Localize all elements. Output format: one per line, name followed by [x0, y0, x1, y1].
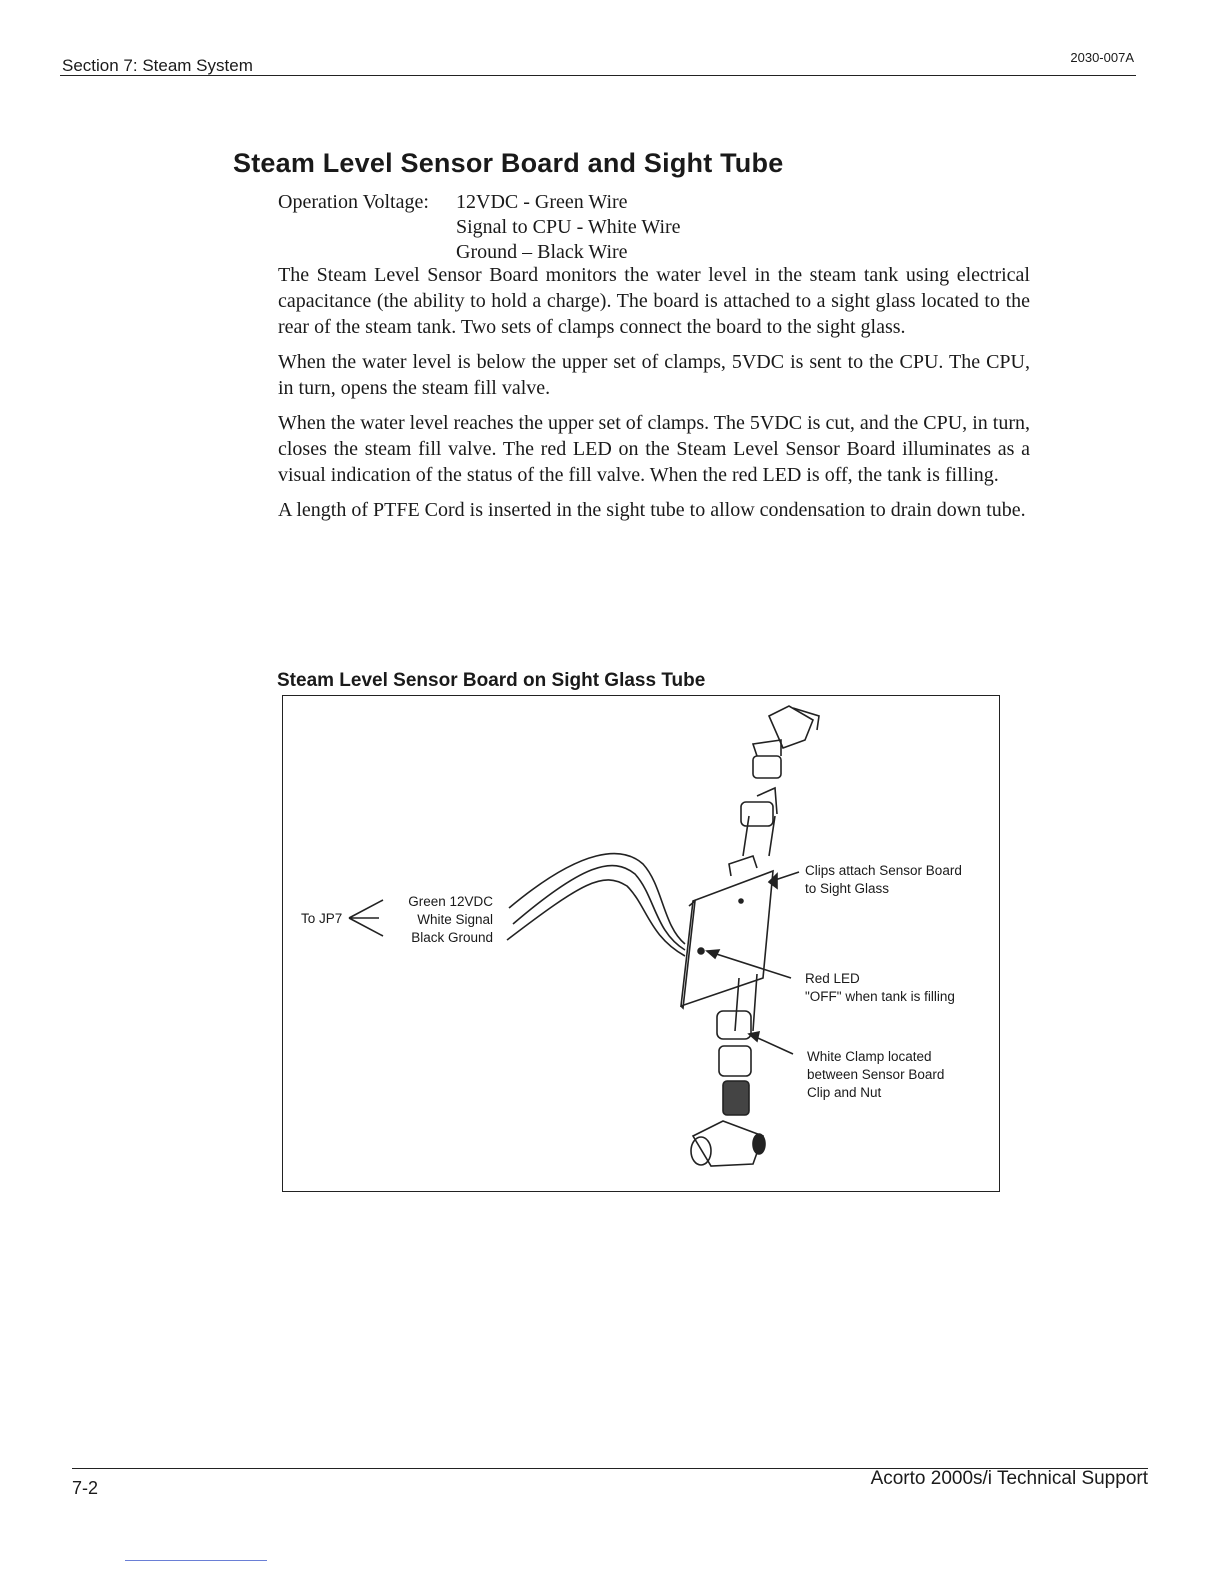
- wire-green-label: Green 12VDC: [408, 894, 493, 909]
- clamp-callout-line-1: White Clamp located: [807, 1049, 932, 1064]
- voltage-line-green: 12VDC - Green Wire: [456, 191, 628, 213]
- paragraph-2: When the water level is below the upper set of clamps, 5VDC is sent to the CPU. The CPU, in turn, opens the steam fill valve.: [278, 351, 1030, 399]
- clips-callout-line-1: Clips attach Sensor Board: [805, 863, 962, 878]
- upper-nut: [741, 802, 773, 826]
- paragraph-1: The Steam Level Sensor Board monitors the water level in the steam tank using electrical capacitance (the ability to hold a charge). The board is attached to a sight glass located to the rear of the steam tank. Two sets of clamps connect the board to the sight glass.: [278, 264, 1030, 338]
- white-clamp: [717, 1011, 751, 1039]
- voltage-values: [456, 190, 681, 265]
- sensor-board: [681, 871, 773, 1006]
- led-callout: [805, 970, 955, 1006]
- voltage-line-white: Signal to CPU - White Wire: [456, 216, 681, 238]
- clamp-callout-line-2: between Sensor Board: [807, 1067, 945, 1082]
- wire-white-label: White Signal: [417, 912, 493, 927]
- clamp-callout-line-3: Clip and Nut: [807, 1085, 882, 1100]
- clips-callout-line-2: to Sight Glass: [805, 881, 890, 896]
- voltage-label: Operation Voltage:: [278, 191, 429, 213]
- header-rule: [60, 75, 1136, 76]
- clamp-callout: [807, 1048, 944, 1102]
- green-wire: [509, 854, 685, 944]
- upper-tube: [743, 816, 775, 856]
- product-name: Acorto 2000s/i Technical Support: [870, 1468, 1148, 1489]
- figure-frame: [282, 695, 1000, 1192]
- paragraph-3: When the water level reaches the upper set of clamps. The 5VDC is cut, and the CPU, in turn, closes the steam fill valve. The red LED on the Steam Level Sensor Board illuminates as a visual indication of the status of the fill valve. When the red LED is off, the tank is filling.: [278, 412, 1030, 486]
- clip-top: [729, 856, 757, 876]
- clips-callout: [805, 862, 962, 898]
- jp7-arrow: [349, 900, 383, 936]
- voltage-line-black: Ground – Black Wire: [456, 241, 628, 263]
- to-jp7-label: To JP7: [301, 911, 343, 926]
- red-led-dot: [698, 948, 704, 954]
- paragraph-4: A length of PTFE Cord is inserted in the sight tube to allow condensation to drain down tube.: [278, 499, 1026, 521]
- document-id: 2030-007A: [1070, 50, 1134, 65]
- top-nut: [753, 756, 781, 778]
- body-text: [278, 262, 1030, 532]
- lower-nut: [719, 1046, 751, 1076]
- page-number: 7-2: [72, 1478, 99, 1498]
- scan-artifact-line: [125, 1560, 267, 1561]
- wire-black-label: Black Ground: [411, 930, 493, 945]
- led-callout-line-2: "OFF" when tank is filling: [805, 989, 955, 1004]
- page-title: Steam Level Sensor Board and Sight Tube: [233, 148, 784, 178]
- section-header: Section 7: Steam System: [62, 56, 253, 75]
- led-callout-line-1: Red LED: [805, 971, 860, 986]
- wire-labels: [383, 893, 493, 947]
- figure-title: Steam Level Sensor Board on Sight Glass Tube: [277, 670, 706, 691]
- white-wire: [513, 866, 685, 950]
- threaded-fitting: [723, 1081, 749, 1115]
